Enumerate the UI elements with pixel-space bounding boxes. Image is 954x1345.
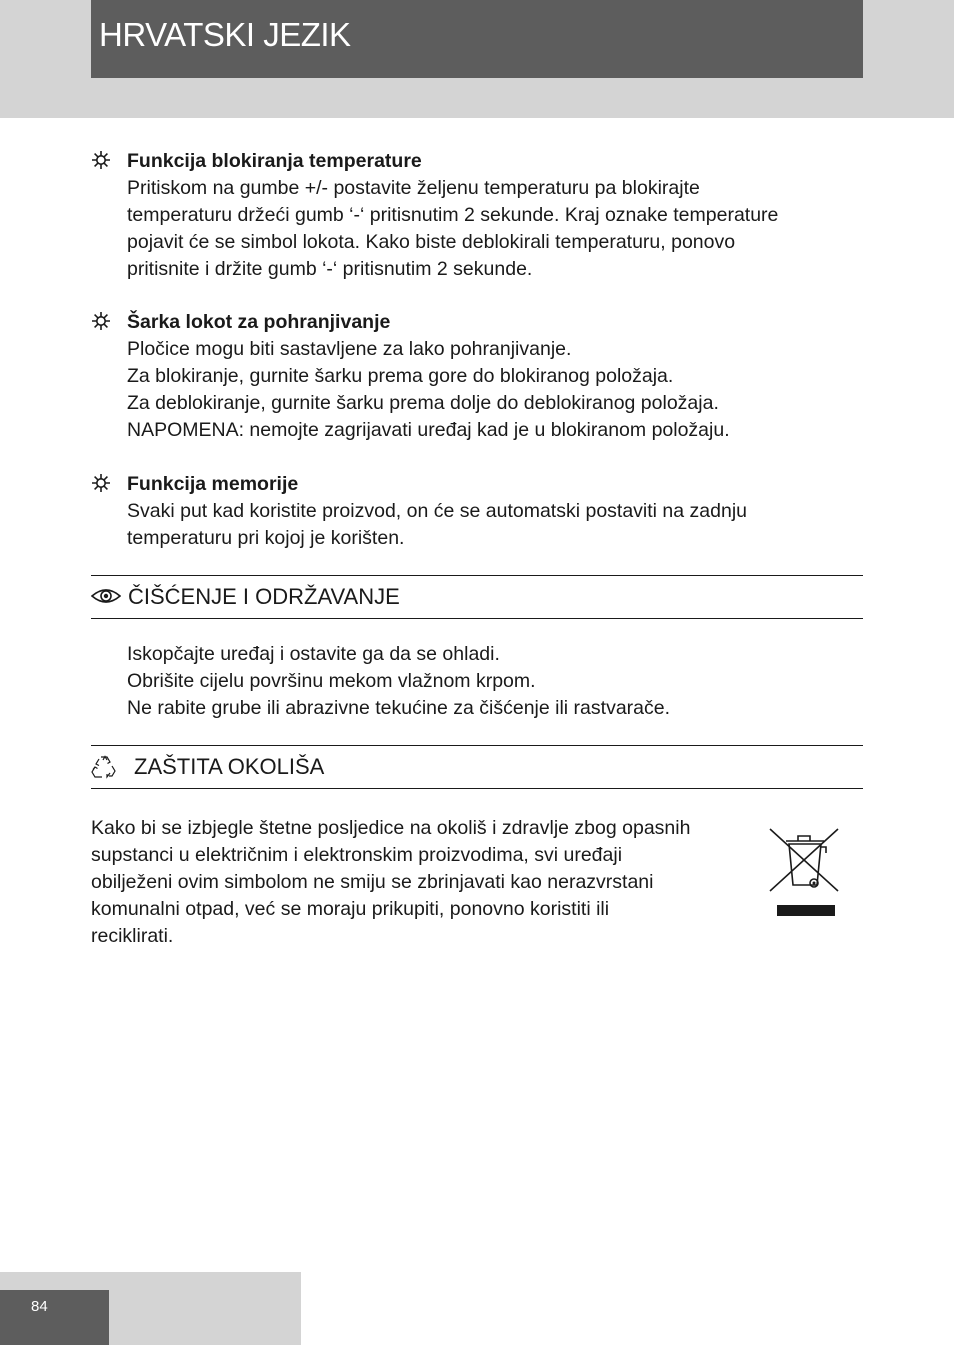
feature-text [127,498,747,552]
text-line: NAPOMENA: nemojte zagrijavati uređaj kad je u blokiranom položaju. [127,419,730,441]
text-line: Za blokiranje, gurnite šarku prema gore do blokiranog položaja. [127,365,674,387]
text-line: pritisnite i držite gumb ‘-‘ pritisnutim 2 sekunde. [127,258,533,280]
text-line: Pritiskom na gumbe +/- postavite željenu temperaturu pa blokirajte [127,177,700,199]
feature-text [127,175,778,283]
cleaning-text [127,641,670,722]
star-bullet-icon [91,150,111,170]
text-line: Ne rabite grube ili abrazivne tekućine za čišćenje ili rastvarače. [127,697,671,719]
text-line: Svaki put kad koristite proizvod, on će se automatski postaviti na zadnju [127,500,747,522]
text-line: Kako bi se izbjegle štetne posljedice na okoliš i zdravlje zbog opasnih [91,817,691,839]
feature-title: Funkcija memorije [127,473,299,495]
eye-icon [91,586,121,606]
page-title: HRVATSKI JEZIK [99,16,351,53]
text-line: reciklirati. [91,925,174,947]
section-heading-environment [91,745,863,789]
recycle-icon [91,754,117,780]
text-line: komunalni otpad, već se moraju prikupiti, ponovno koristiti ili [91,898,610,920]
section-title: ZAŠTITA OKOLIŠA [134,754,325,779]
text-line: obilježeni ovim simbolom ne smiju se zbrinjavati kao nerazvrstani [91,871,654,893]
star-bullet-icon [91,311,111,331]
page-number: 84 [31,1298,48,1315]
star-bullet-icon [91,473,111,493]
text-line: temperaturu pri kojoj je korišten. [127,527,405,549]
environment-text [91,815,690,950]
text-line: pojavit će se simbol lokota. Kako biste deblokirali temperaturu, ponovo [127,231,736,253]
text-line: Za deblokiranje, gurnite šarku prema dolje do deblokiranog položaja. [127,392,719,414]
text-line: supstanci u električnim i elektronskim proizvodima, svi uređaji [91,844,623,866]
feature-title: Funkcija blokiranja temperature [127,150,422,172]
section-heading-cleaning [91,575,863,619]
feature-text [127,336,730,444]
header-title-bar [91,0,863,78]
crossed-out-wheeled-bin-icon [768,825,840,917]
text-line: Obrišite cijelu površinu mekom vlažnom krpom. [127,670,536,692]
text-line: temperaturu držeći gumb ‘-‘ pritisnutim 2 sekunde. Kraj oznake temperature [127,204,779,226]
text-line: Pločice mogu biti sastavljene za lako pohranjivanje. [127,338,572,360]
text-line: Iskopčajte uređaj i ostavite ga da se ohladi. [127,643,500,665]
section-title: ČIŠĆENJE I ODRŽAVANJE [128,584,400,609]
feature-title: Šarka lokot za pohranjivanje [127,311,391,333]
page-number-box [0,1290,109,1345]
